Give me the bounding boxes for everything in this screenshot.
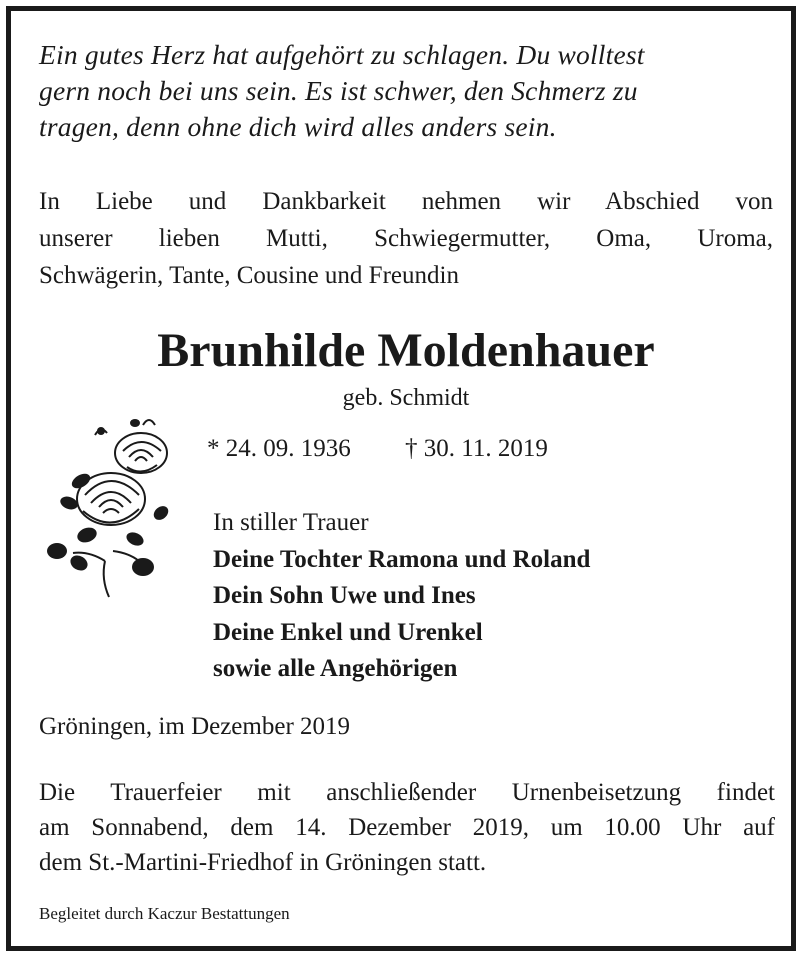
poem-line: tragen, denn ohne dich wird alles anders sein. <box>39 111 557 142</box>
mourner-line: Deine Enkel und Urenkel <box>213 618 483 646</box>
obituary-frame <box>6 6 796 951</box>
birth-date: * 24. 09. 1936 <box>207 435 351 462</box>
service-info <box>39 775 775 880</box>
mourner-line: Dein Sohn Uwe und Ines <box>213 582 476 609</box>
deceased-name: Brunhilde Moldenhauer <box>157 324 655 377</box>
poem <box>39 37 773 145</box>
intro-text <box>39 183 773 294</box>
intro-line: In Liebe und Dankbarkeit nehmen wir Abschied von <box>39 188 773 215</box>
intro-line: unserer lieben Mutti, Schwiegermutter, Oma, Uroma, <box>39 225 773 252</box>
poem-line: gern noch bei uns sein. Es ist schwer, den Schmerz zu <box>39 75 638 106</box>
mourners-heading: In stiller Trauer <box>213 509 369 536</box>
death-date: † 30. 11. 2019 <box>405 435 548 462</box>
poem-line: Ein gutes Herz hat aufgehört zu schlagen. Du wolltest <box>39 39 645 70</box>
service-line: Die Trauerfeier mit anschließender Urnenbeisetzung findet <box>39 779 775 806</box>
mourners-block <box>213 505 773 688</box>
service-line: dem St.-Martini-Friedhof in Gröningen statt. <box>39 849 487 876</box>
rose-icon <box>43 411 173 601</box>
life-dates <box>207 433 548 465</box>
service-line: am Sonnabend, dem 14. Dezember 2019, um 10.00 Uhr auf <box>39 814 775 841</box>
mourner-line: sowie alle Angehörigen <box>213 655 458 682</box>
intro-line: Schwägerin, Tante, Cousine und Freundin <box>39 262 459 289</box>
funeral-home-credit: Begleitet durch Kaczur Bestattungen <box>39 904 290 923</box>
mourner-line: Deine Tochter Ramona und Roland <box>213 545 591 573</box>
place-date: Gröningen, im Dezember 2019 <box>39 713 351 740</box>
birth-name: geb. Schmidt <box>342 385 470 411</box>
